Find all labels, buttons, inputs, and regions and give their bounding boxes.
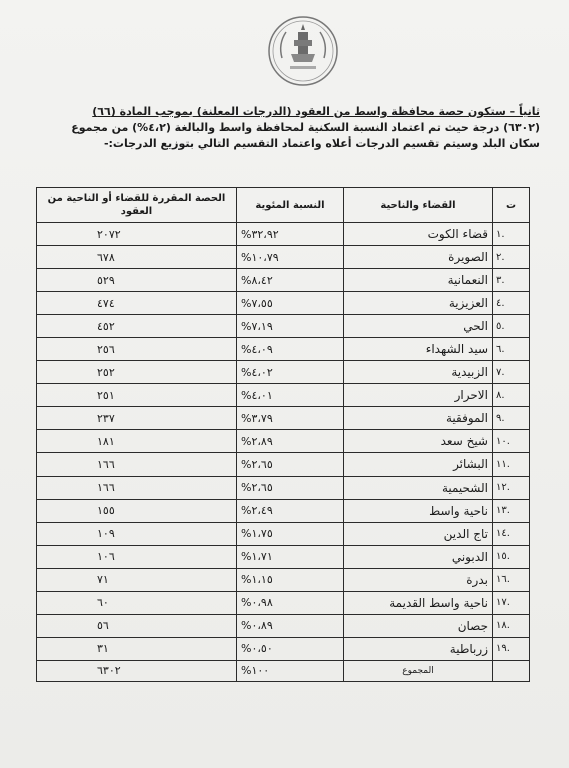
table-row xyxy=(37,545,530,568)
percent-cell: %١،١٥ xyxy=(237,568,344,591)
share-cell: ٦٧٨ xyxy=(37,246,237,269)
percent-cell: %٣،٧٩ xyxy=(237,407,344,430)
district-name: الاحرار xyxy=(344,384,493,407)
share-cell: ٥٢٩ xyxy=(37,269,237,292)
row-number: .١٦ xyxy=(493,568,530,591)
total-percent: %١٠٠ xyxy=(237,660,344,681)
table-header-row xyxy=(37,188,530,223)
percent-cell: %١،٧١ xyxy=(237,545,344,568)
row-number: .١٨ xyxy=(493,614,530,637)
intro-paragraph xyxy=(28,104,540,152)
district-name: شيخ سعد xyxy=(344,430,493,453)
share-cell: ١٠٦ xyxy=(37,545,237,568)
percent-cell: %٤،٠٢ xyxy=(237,361,344,384)
district-name: تاج الدين xyxy=(344,522,493,545)
row-number: .١٩ xyxy=(493,637,530,660)
row-number: .٣ xyxy=(493,269,530,292)
share-cell: ٤٧٤ xyxy=(37,292,237,315)
share-cell: ٢٥٢ xyxy=(37,361,237,384)
table-row xyxy=(37,522,530,545)
row-number: .١٤ xyxy=(493,522,530,545)
share-cell: ٣١ xyxy=(37,637,237,660)
total-empty-cell xyxy=(493,660,530,681)
district-name: العزيزية xyxy=(344,292,493,315)
share-cell: ٥٦ xyxy=(37,614,237,637)
share-cell: ٤٥٢ xyxy=(37,315,237,338)
percent-cell: %٧،٥٥ xyxy=(237,292,344,315)
intro-line-3: سكان البلد وسيتم تقسيم الدرجات أعلاه واعتماد التقسيم التالي بتوزيع الدرجات:- xyxy=(103,137,540,150)
table-row xyxy=(37,568,530,591)
table-row xyxy=(37,407,530,430)
share-cell: ٢٥٦ xyxy=(37,338,237,361)
table-row xyxy=(37,223,530,246)
table-body xyxy=(37,223,530,682)
share-cell: ١٦٦ xyxy=(37,476,237,499)
percent-cell: %٤،٠١ xyxy=(237,384,344,407)
share-cell: ٢٥١ xyxy=(37,384,237,407)
percent-cell: %٢،٦٥ xyxy=(237,453,344,476)
district-name: الزبيدية xyxy=(344,361,493,384)
total-label: المجموع xyxy=(344,660,493,681)
percent-cell: %٠،٨٩ xyxy=(237,614,344,637)
table-row xyxy=(37,476,530,499)
percent-cell: %٣٢،٩٢ xyxy=(237,223,344,246)
table-row xyxy=(37,246,530,269)
row-number: .٦ xyxy=(493,338,530,361)
header-percent: النسبة المئوية xyxy=(237,188,344,223)
share-cell: ١٠٩ xyxy=(37,522,237,545)
district-name: الموفقية xyxy=(344,407,493,430)
table-row xyxy=(37,591,530,614)
district-name: ناحية واسط xyxy=(344,499,493,522)
district-name: ناحية واسط القديمة xyxy=(344,591,493,614)
emblem-icon xyxy=(266,14,340,88)
table-row xyxy=(37,315,530,338)
table-row xyxy=(37,637,530,660)
table-row xyxy=(37,292,530,315)
row-number: .٥ xyxy=(493,315,530,338)
district-name: النعمانية xyxy=(344,269,493,292)
district-name: البشائر xyxy=(344,453,493,476)
row-number: .١٠ xyxy=(493,430,530,453)
row-number: .٧ xyxy=(493,361,530,384)
row-number: .٤ xyxy=(493,292,530,315)
table-row xyxy=(37,614,530,637)
intro-line-2: (٦٣٠٢) درجة حيث تم اعتماد النسبة السكنية لمحافظة واسط والبالغة (٤،٢%) من مجموع xyxy=(71,121,540,134)
district-name: سيد الشهداء xyxy=(344,338,493,361)
table-row xyxy=(37,430,530,453)
percent-cell: %٢،٨٩ xyxy=(237,430,344,453)
row-number: .٢ xyxy=(493,246,530,269)
percent-cell: %١،٧٥ xyxy=(237,522,344,545)
share-cell: ٢٣٧ xyxy=(37,407,237,430)
district-name: الدبوني xyxy=(344,545,493,568)
percent-cell: %٠،٩٨ xyxy=(237,591,344,614)
district-name: الشحيمية xyxy=(344,476,493,499)
share-cell: ٢٠٧٢ xyxy=(37,223,237,246)
percent-cell: %١٠،٧٩ xyxy=(237,246,344,269)
total-row xyxy=(37,660,530,681)
share-cell: ١٨١ xyxy=(37,430,237,453)
header-share: الحصة المقررة للقضاء أو الناحية من العقود xyxy=(37,188,237,223)
row-number: .١٣ xyxy=(493,499,530,522)
row-number: .١٥ xyxy=(493,545,530,568)
table-row xyxy=(37,361,530,384)
district-name: الحي xyxy=(344,315,493,338)
row-number: .٨ xyxy=(493,384,530,407)
share-cell: ١٦٦ xyxy=(37,453,237,476)
share-cell: ١٥٥ xyxy=(37,499,237,522)
percent-cell: %٢،٦٥ xyxy=(237,476,344,499)
table-row xyxy=(37,499,530,522)
percent-cell: %٢،٤٩ xyxy=(237,499,344,522)
row-number: .١٧ xyxy=(493,591,530,614)
percent-cell: %٨،٤٢ xyxy=(237,269,344,292)
row-number: .٩ xyxy=(493,407,530,430)
distribution-table xyxy=(36,187,530,682)
percent-cell: %٤،٠٩ xyxy=(237,338,344,361)
total-share: ٦٣٠٢ xyxy=(37,660,237,681)
intro-heading: ثانياً – ستكون حصة محافظة واسط من العقود (الدرجات المعلنة) بموجب المادة (٦٦) xyxy=(92,105,540,118)
header-district: القضاء والناحية xyxy=(344,188,493,223)
share-cell: ٦٠ xyxy=(37,591,237,614)
row-number: .١١ xyxy=(493,453,530,476)
district-name: بدرة xyxy=(344,568,493,591)
table-row xyxy=(37,269,530,292)
district-name: جصان xyxy=(344,614,493,637)
district-name: زرباطية xyxy=(344,637,493,660)
percent-cell: %٧،١٩ xyxy=(237,315,344,338)
table-row xyxy=(37,338,530,361)
header-num: ت xyxy=(493,188,530,223)
share-cell: ٧١ xyxy=(37,568,237,591)
row-number: .١ xyxy=(493,223,530,246)
district-name: قضاء الكوت xyxy=(344,223,493,246)
table-row xyxy=(37,453,530,476)
percent-cell: %٠،٥٠ xyxy=(237,637,344,660)
row-number: .١٢ xyxy=(493,476,530,499)
table-row xyxy=(37,384,530,407)
district-name: الصويرة xyxy=(344,246,493,269)
